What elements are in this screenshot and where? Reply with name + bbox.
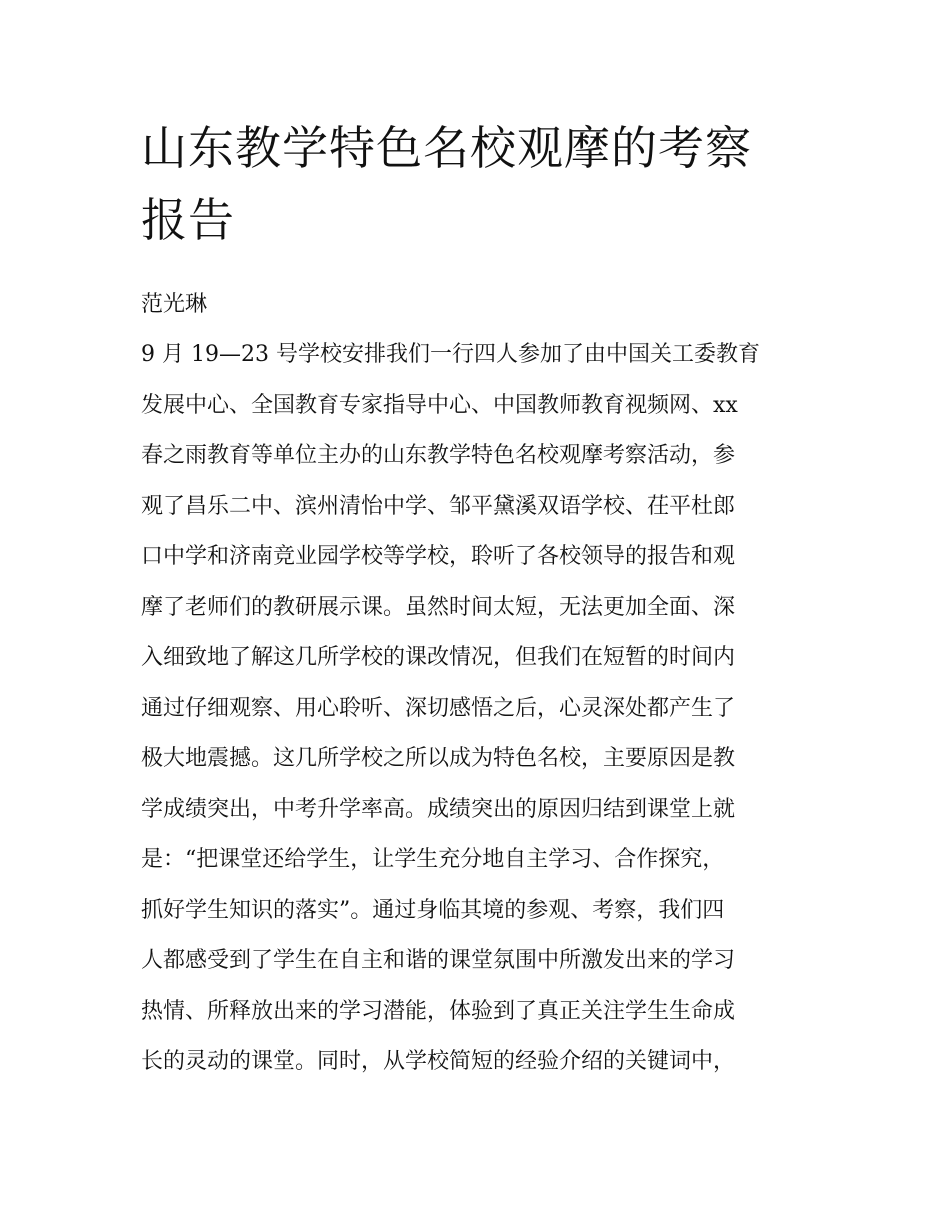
paragraph-line: 抓好学生知识的落实”。通过身临其境的参观、考察，我们四 [141,897,725,923]
paragraph-line: 摩了老师们的教研展示课。虽然时间太短，无法更加全面、深 [141,594,736,620]
paragraph-line: 极大地震撼。这几所学校之所以成为特色名校，主要原因是教 [141,746,736,771]
paragraph-line: 热情、所释放出来的学习潜能，体验到了真正关注学生生命成 [141,998,736,1024]
paragraph-line: 通过仔细观察、用心聆听、深切感悟之后，心灵深处都产生了 [141,695,736,721]
paragraph-line: 人都感受到了学生在自主和谐的课堂氛围中所激发出来的学习 [141,948,736,973]
author-name: 范光琳 [141,292,208,317]
paragraph-line: 学成绩突出，中考升学率高。成绩突出的原因归结到课堂上就 [141,796,736,822]
document-title [141,112,811,256]
paragraph-line: 是：“把课堂还给学生，让学生充分地自主学习、合作探究， [141,847,725,872]
paragraph-line: 观了昌乐二中、滨州清怡中学、邹平黛溪双语学校、茌平杜郎 [141,493,736,519]
paragraph-line: 口中学和济南竞业园学校等学校，聆听了各校领导的报告和观 [141,544,736,569]
title-line: 报告 [141,193,235,247]
paragraph-line: 春之雨教育等单位主办的山东教学特色名校观摩考察活动，参 [141,443,736,468]
document-content [141,112,811,1088]
body-paragraph [141,330,811,1088]
paragraph-line: 长的灵动的课堂。同时，从学校简短的经验介绍的关键词中， [141,1049,736,1074]
title-line: 山东教学特色名校观摩的考察 [141,121,752,175]
paragraph-line: 入细致地了解这几所学校的课改情况，但我们在短暂的时间内 [141,645,736,670]
paragraph-line: 发展中心、全国教育专家指导中心、中国教师教育视频网、xx [141,392,738,418]
paragraph-line: 9 月 19—23 号学校安排我们一行四人参加了由中国关工委教育 [141,342,760,367]
